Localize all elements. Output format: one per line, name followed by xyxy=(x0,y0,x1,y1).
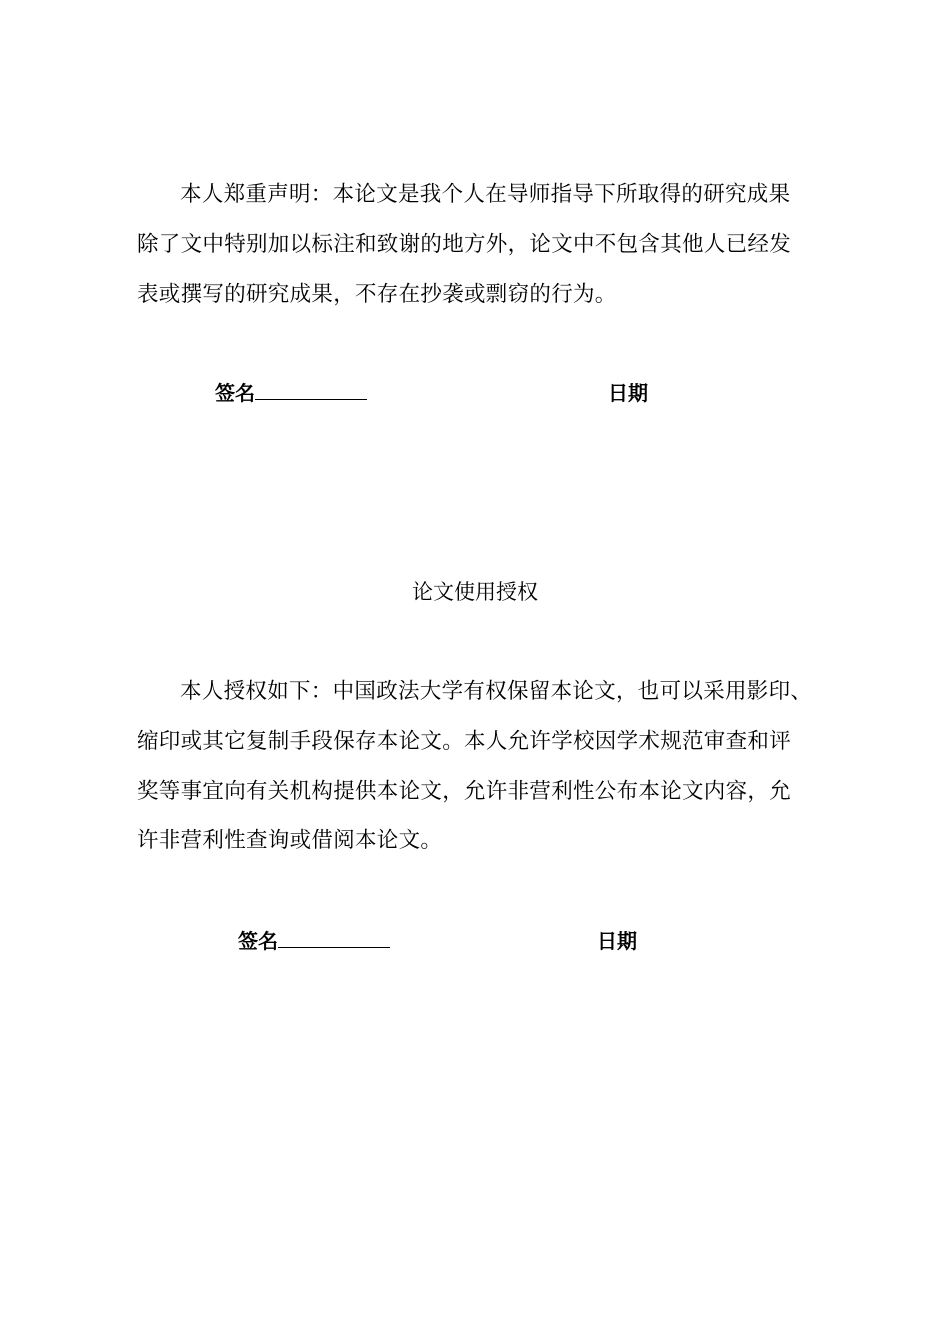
declaration-line-3: 表或撰写的研究成果，不存在抄袭或剽窃的行为。 xyxy=(137,282,617,307)
authorization-signature-line[interactable] xyxy=(278,927,390,948)
declaration-line-1: 本人郑重声明：本论文是我个人在导师指导下所取得的研究成果 xyxy=(180,182,791,207)
declaration-signature-field[interactable] xyxy=(215,379,367,407)
authorization-line-2: 缩印或其它复制手段保存本论文。本人允许学校因学术规范审查和评 xyxy=(137,729,792,754)
authorization-line-4: 许非营利性查询或借阅本论文。 xyxy=(137,828,443,853)
authorization-line-1: 本人授权如下：中国政法大学有权保留本论文，也可以采用影印、 xyxy=(180,679,813,704)
authorization-date-label: 日期 xyxy=(597,929,637,953)
authorization-signature-label: 签名 xyxy=(238,929,278,953)
declaration-line-2: 除了文中特别加以标注和致谢的地方外，论文中不包含其他人已经发 xyxy=(137,232,792,257)
declaration-date-label: 日期 xyxy=(608,381,648,405)
authorization-line-3: 奖等事宜向有关机构提供本论文，允许非营利性公布本论文内容，允 xyxy=(137,779,792,804)
authorization-title: 论文使用授权 xyxy=(412,580,538,604)
authorization-signature-field[interactable] xyxy=(238,927,390,955)
declaration-signature-line[interactable] xyxy=(255,379,367,400)
declaration-signature-label: 签名 xyxy=(215,381,255,405)
